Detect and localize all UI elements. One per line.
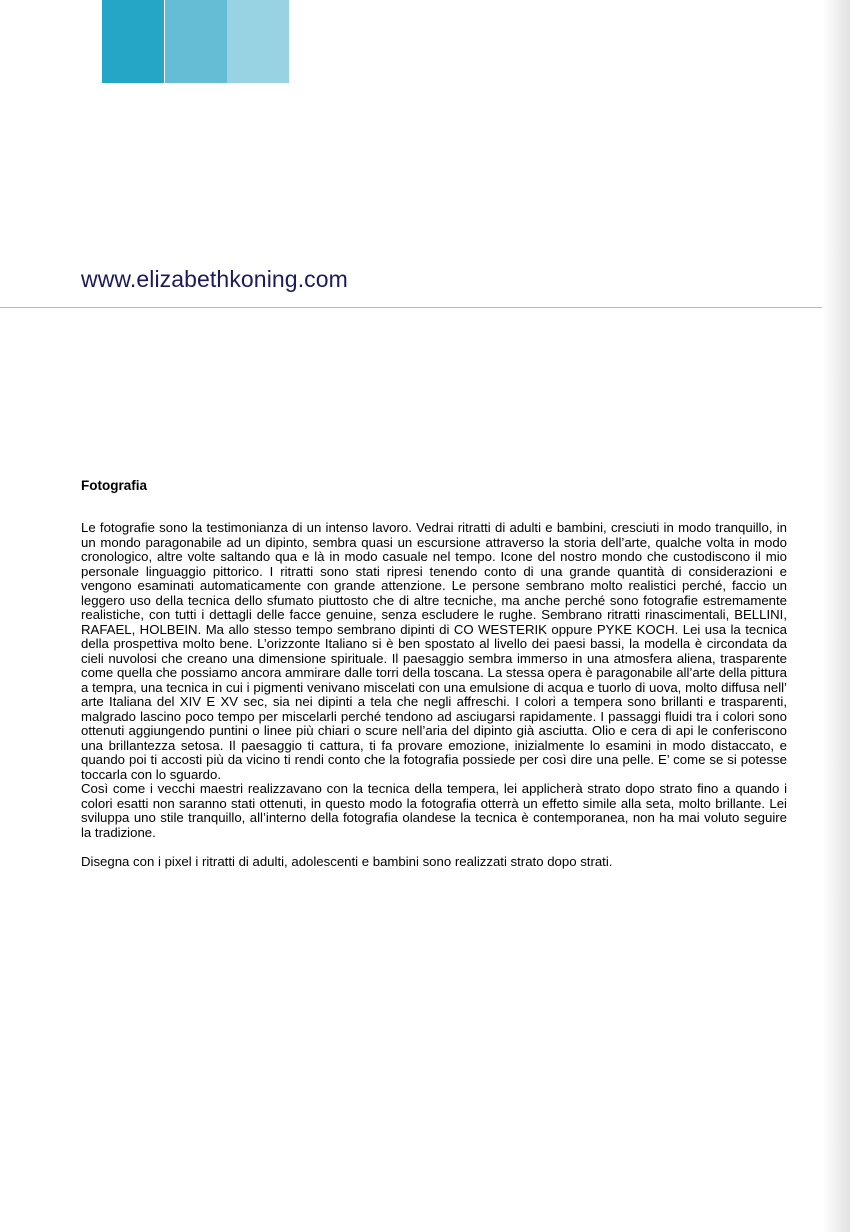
header-divider xyxy=(0,307,822,308)
body-text xyxy=(81,521,787,870)
paragraph-1: Le fotografie sono la testimonianza di un intenso lavoro. Vedrai ritratti di adulti e bambini, cresciuti in modo tranquillo, in un mondo paragonabile ad un dipinto, sembra quasi un escursione attraverso la storia dell’arte, qualche volta in modo cronologico, altre volte saltando qua e là in modo casuale nel tempo. Icone del nostro mondo che custodiscono il mio personale linguaggio pittorico. I ritratti sono stati ripresi tenendo conto di una grande quantità di considerazioni e vengono esaminati automaticamente con grande attenzione. Le persone sembrano molto realistici perché, faccio un leggero uso della tecnica dello sfumato piuttosto che di altre tecniche, ma anche perché sono fotografie estremamente realistiche, con tutti i dettagli delle facce genuine, senza escludere le rughe. Sembrano ritratti rinascimentali, BELLINI, RAFAEL, HOLBEIN. Ma allo stesso tempo sembrano dipinti di CO WESTERIK oppure PYKE KOCH. Lei usa la tecnica della prospettiva molto bene. L’orizzonte Italiano si è ben spostato al livello dei paesi bassi, la modella è circondata da cieli nuvolosi che creano una dimensione spirituale. Il paesaggio sembra immerso in una atmosfera aliena, trasparente come quella che possiamo ancora ammirare dalle torri della toscana. La stessa opera è paragonabile all’arte della pittura a tempra, una tecnica in cui i pigmenti venivano miscelati con una emulsione di acqua e tuorlo di uova, molto diffusa nell’ arte Italiana del XIV E XV sec, sia nei dipinti a tela che negli affreschi. I colori a tempera sono brillanti e trasparenti, malgrado lascino poco tempo per miscelarli perché tendono ad asciugarsi rapidamente. I passaggi fluidi tra i colori sono ottenuti aggiungendo puntini o linee più chiari o scure nell’aria del dipinto già asciutta. Olio e cera di api le conferiscono una brillantezza setosa. Il paesaggio ti cattura, ti fa provare emozione, inizialmente lo esamini in modo distaccato, e quando poi ti accosti più da vicino ti rendi conto che la fotografia possiede per così dire una pelle. E’ come se si potesse toccarla con lo sguardo. xyxy=(81,520,787,782)
website-url: www.elizabethkoning.com xyxy=(81,266,348,292)
logo xyxy=(102,0,289,83)
page-edge-shadow xyxy=(822,0,850,1232)
logo-block-dark xyxy=(102,0,164,83)
section-title: Fotografia xyxy=(81,478,147,493)
logo-block-light xyxy=(227,0,289,83)
logo-block-medium xyxy=(165,0,227,83)
paragraph-2: Così come i vecchi maestri realizzavano con la tecnica della tempera, lei applicherà strato dopo strato fino a quando i colori esatti non saranno stati ottenuti, in questo modo la fotografia otterrà un effetto simile alla seta, molto brillante. Lei sviluppa uno stile tranquillo, all’interno della fotografia olandese la tecnica è contemporanea, non ha mai voluto seguire la tradizione. xyxy=(81,781,787,840)
paragraph-3: Disegna con i pixel i ritratti di adulti, adolescenti e bambini sono realizzati strato dopo strati. xyxy=(81,854,613,869)
